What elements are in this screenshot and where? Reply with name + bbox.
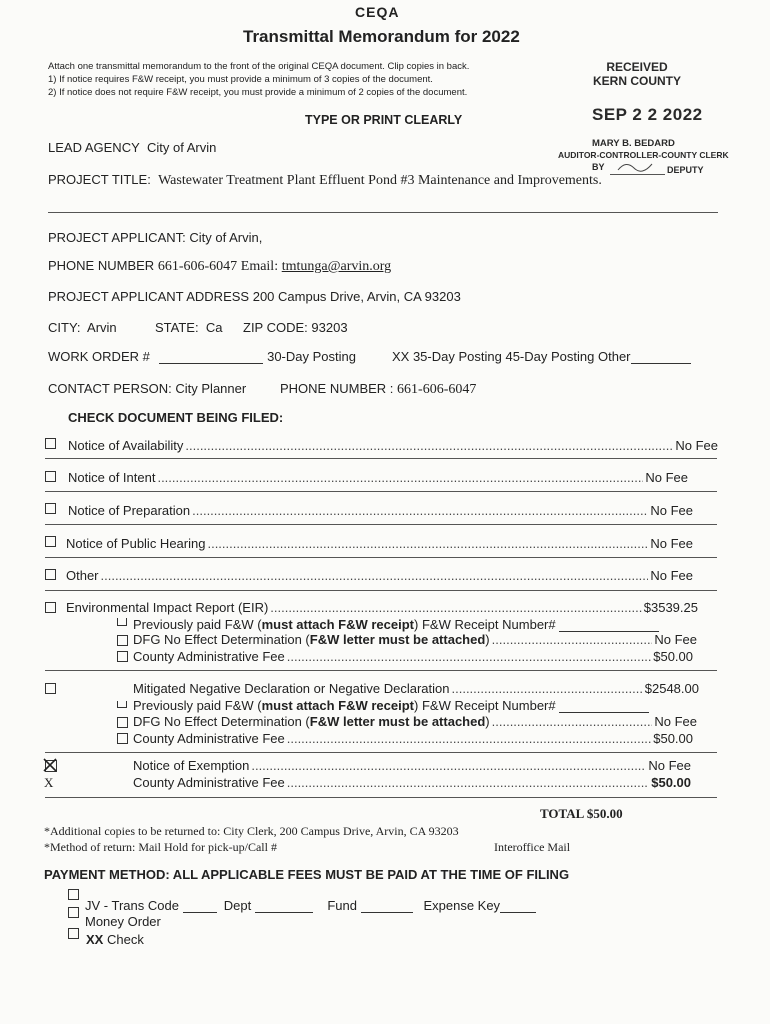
doc-label: Other bbox=[66, 568, 99, 583]
sub-label-bold: must attach F&W receipt bbox=[261, 617, 415, 632]
applicant-value[interactable]: City of Arvin, bbox=[189, 230, 263, 245]
sub-label-post: ) F&W Receipt Number# bbox=[414, 698, 556, 713]
payment-heading: PAYMENT METHOD: ALL APPLICABLE FEES MUST BE PAID AT THE TIME OF FILING bbox=[44, 867, 570, 882]
doc-fee: No Fee bbox=[645, 470, 688, 485]
zip-value[interactable]: 93203 bbox=[311, 320, 348, 335]
work-order-input[interactable] bbox=[159, 348, 263, 364]
instruction-line-3: 2) If notice does not require F&W receipt, you must provide a minimum of 2 copies of the document. bbox=[48, 87, 468, 98]
address-row bbox=[48, 289, 461, 304]
doc-fee: No Fee bbox=[654, 714, 697, 729]
doc-label: Notice of Exemption bbox=[133, 758, 250, 773]
check-label: Check bbox=[106, 932, 144, 947]
checkbox-notice-of-preparation[interactable] bbox=[45, 503, 56, 514]
checkbox-eir-county-fee[interactable] bbox=[117, 651, 128, 662]
total: TOTAL $50.00 bbox=[540, 806, 623, 821]
lead-agency-label: LEAD AGENCY bbox=[48, 140, 140, 155]
posting-45: 45-Day Posting bbox=[505, 349, 595, 364]
stamp-county: KERN COUNTY bbox=[592, 74, 681, 88]
checkbox-mnd-prev-paid[interactable] bbox=[117, 701, 127, 708]
email-link[interactable]: tmtunga@arvin.org bbox=[281, 259, 392, 274]
checkmark-x-icon bbox=[43, 758, 57, 772]
checkbox-other[interactable] bbox=[45, 569, 56, 580]
doc-label: Notice of Availability bbox=[68, 438, 184, 453]
sub-label-bold: F&W letter must be attached bbox=[309, 632, 486, 647]
project-title-label: PROJECT TITLE: bbox=[48, 172, 151, 187]
mnd-prev-paid bbox=[133, 697, 649, 713]
checkbox-jv[interactable] bbox=[68, 889, 79, 900]
mnd-receipt-number-input[interactable] bbox=[559, 697, 649, 713]
doc-label: Notice of Public Hearing bbox=[66, 536, 206, 551]
exemption-mark: X bbox=[44, 775, 54, 790]
contact-value[interactable]: City Planner bbox=[175, 381, 247, 396]
checkbox-eir-prev-paid[interactable] bbox=[117, 618, 127, 626]
check-mark: XX bbox=[86, 932, 104, 947]
stamp-deputy: DEPUTY bbox=[667, 165, 704, 175]
doc-row-notice-of-public-hearing bbox=[66, 536, 693, 551]
stamp-signature-icon bbox=[616, 160, 656, 179]
posting-30: 30-Day Posting bbox=[267, 349, 356, 364]
doc-fee: No Fee bbox=[650, 568, 693, 583]
mnd-dfg-row bbox=[133, 714, 697, 729]
lead-agency-value[interactable]: City of Arvin bbox=[147, 140, 217, 155]
received-stamp bbox=[582, 60, 692, 88]
checkbox-mnd-county-fee[interactable] bbox=[117, 733, 128, 744]
doc-fee: No Fee bbox=[648, 758, 691, 773]
sub-label-post: ) bbox=[485, 714, 490, 729]
doc-row-mnd bbox=[133, 681, 699, 696]
stamp-clerk-title: AUDITOR-CONTROLLER-COUNTY CLERK bbox=[558, 150, 729, 160]
doc-fee: $50.00 bbox=[653, 649, 693, 664]
checkbox-eir-dfg[interactable] bbox=[117, 635, 128, 646]
checkbox-eir[interactable] bbox=[45, 602, 56, 613]
doc-row-notice-of-intent bbox=[68, 470, 688, 485]
stamp-clerk-name: MARY B. BEDARD bbox=[592, 138, 675, 149]
contact-phone-label: PHONE NUMBER : bbox=[280, 381, 394, 396]
zip-label: ZIP CODE: bbox=[243, 320, 308, 335]
phone-value[interactable]: 661-606-6047 bbox=[157, 259, 238, 274]
doc-row-notice-of-preparation bbox=[68, 503, 693, 518]
doc-label: Mitigated Negative Declaration or Negative Declaration bbox=[133, 681, 450, 696]
state-label: STATE: bbox=[155, 320, 199, 335]
stamp-by: BY bbox=[592, 162, 605, 172]
work-order-label: WORK ORDER # bbox=[48, 349, 150, 364]
address-value[interactable]: 200 Campus Drive, Arvin, CA 93203 bbox=[252, 289, 461, 304]
doc-fee: No Fee bbox=[650, 503, 693, 518]
eir-dfg-row bbox=[133, 632, 697, 647]
expense-key-input[interactable] bbox=[500, 897, 536, 913]
instruction-line-2: 1) If notice requires F&W receipt, you must provide a minimum of 3 copies of the document. bbox=[48, 74, 433, 85]
doc-fee: No Fee bbox=[675, 438, 718, 453]
city-value[interactable]: Arvin bbox=[87, 320, 117, 335]
phone-row bbox=[48, 258, 391, 275]
checkbox-jv-2[interactable] bbox=[68, 907, 79, 918]
stamp-date: SEP 2 2 2022 bbox=[592, 105, 703, 124]
checkbox-notice-of-public-hearing[interactable] bbox=[45, 536, 56, 547]
interoffice-mail: Interoffice Mail bbox=[494, 840, 571, 854]
checkbox-mnd[interactable] bbox=[45, 683, 56, 694]
sub-label: DFG No Effect Determination ( bbox=[133, 632, 310, 647]
posting-other-input[interactable] bbox=[631, 348, 691, 364]
contact-label: CONTACT PERSON: bbox=[48, 381, 172, 396]
exemption-county-fee-row bbox=[133, 775, 691, 790]
divider-line bbox=[48, 212, 718, 213]
doc-fee: $50.00 bbox=[651, 775, 691, 790]
checkbox-mnd-dfg[interactable] bbox=[117, 717, 128, 728]
zip-field bbox=[243, 320, 348, 335]
form-title: Transmittal Memorandum for 2022 bbox=[243, 27, 520, 46]
expense-key-label: Expense Key bbox=[423, 898, 501, 913]
sub-label: Previously paid F&W ( bbox=[133, 617, 262, 632]
type-or-print-notice: TYPE OR PRINT CLEARLY bbox=[305, 113, 463, 127]
dept-label: Dept bbox=[223, 898, 252, 913]
applicant-label: PROJECT APPLICANT: bbox=[48, 230, 186, 245]
state-field bbox=[155, 320, 222, 335]
sub-label: DFG No Effect Determination ( bbox=[133, 714, 310, 729]
doc-label: Notice of Preparation bbox=[68, 503, 191, 518]
eir-prev-paid bbox=[133, 616, 659, 632]
doc-fee: $50.00 bbox=[653, 731, 693, 746]
fund-label: Fund bbox=[327, 898, 357, 913]
project-title-row bbox=[48, 172, 602, 189]
address-label: PROJECT APPLICANT ADDRESS bbox=[48, 289, 250, 304]
doc-fee: No Fee bbox=[654, 632, 697, 647]
checkbox-notice-of-availability[interactable] bbox=[45, 438, 56, 449]
checkbox-check[interactable] bbox=[68, 928, 79, 939]
doc-row-notice-of-availability bbox=[68, 438, 718, 453]
dept-input[interactable] bbox=[255, 897, 313, 913]
jv-row bbox=[85, 897, 536, 913]
doc-row-other bbox=[66, 568, 693, 583]
contact-row bbox=[48, 381, 246, 396]
check-row bbox=[86, 932, 144, 947]
contact-phone-value[interactable]: 661-606-6047 bbox=[397, 382, 477, 397]
sub-label-bold: F&W letter must be attached bbox=[309, 714, 486, 729]
sub-label-bold: must attach F&W receipt bbox=[261, 698, 415, 713]
sub-label: County Administrative Fee bbox=[133, 731, 285, 746]
jv-label: JV - Trans Code bbox=[85, 898, 179, 913]
contact-phone-field bbox=[280, 381, 476, 398]
copies-return-line: *Additional copies to be returned to: City Clerk, 200 Campus Drive, Arvin, CA 93203 bbox=[44, 824, 459, 838]
checkbox-notice-of-exemption[interactable] bbox=[45, 760, 57, 772]
posting-35: XX 35-Day Posting bbox=[392, 349, 502, 364]
fund-input[interactable] bbox=[361, 897, 413, 913]
money-order-row: Money Order bbox=[85, 914, 161, 929]
applicant-row bbox=[48, 230, 262, 245]
doc-fee: No Fee bbox=[650, 536, 693, 551]
eir-receipt-number-input[interactable] bbox=[559, 616, 659, 632]
checkbox-notice-of-intent[interactable] bbox=[45, 471, 56, 482]
mnd-county-fee-row bbox=[133, 731, 693, 746]
project-title-value[interactable]: Wastewater Treatment Plant Effluent Pond #3 Maintenance and Improvements. bbox=[158, 173, 602, 188]
method-of-return-line: *Method of return: Mail Hold for pick-up/Call # bbox=[44, 840, 277, 854]
phone-label: PHONE NUMBER bbox=[48, 258, 155, 273]
posting-options bbox=[392, 348, 691, 364]
sub-label-post: ) F&W Receipt Number# bbox=[414, 617, 556, 632]
stamp-received: RECEIVED bbox=[606, 60, 668, 74]
work-order-row bbox=[48, 348, 356, 364]
sub-label: Previously paid F&W ( bbox=[133, 698, 262, 713]
doc-fee: $3539.25 bbox=[643, 600, 698, 615]
posting-other: Other bbox=[597, 349, 631, 364]
instruction-line-1: Attach one transmittal memorandum to the front of the original CEQA document. Clip copies in back. bbox=[48, 61, 470, 72]
doc-label: Notice of Intent bbox=[68, 470, 156, 485]
top-mark: CEQA bbox=[355, 4, 400, 20]
doc-row-notice-of-exemption bbox=[133, 758, 691, 773]
eir-county-fee-row bbox=[133, 649, 693, 664]
check-document-heading: CHECK DOCUMENT BEING FILED: bbox=[68, 410, 284, 425]
sub-label: County Administrative Fee bbox=[133, 775, 285, 790]
lead-agency-row bbox=[48, 140, 216, 155]
sub-label-post: ) bbox=[485, 632, 490, 647]
sub-label: County Administrative Fee bbox=[133, 649, 285, 664]
doc-row-eir bbox=[66, 600, 698, 615]
city-label: CITY: bbox=[48, 320, 81, 335]
state-value[interactable]: Ca bbox=[205, 320, 223, 335]
doc-label: Environmental Impact Report (EIR) bbox=[66, 600, 269, 615]
doc-fee: $2548.00 bbox=[644, 681, 699, 696]
city-row bbox=[48, 320, 117, 335]
jv-trans-code-input[interactable] bbox=[183, 897, 217, 913]
email-label: Email: bbox=[240, 259, 279, 274]
